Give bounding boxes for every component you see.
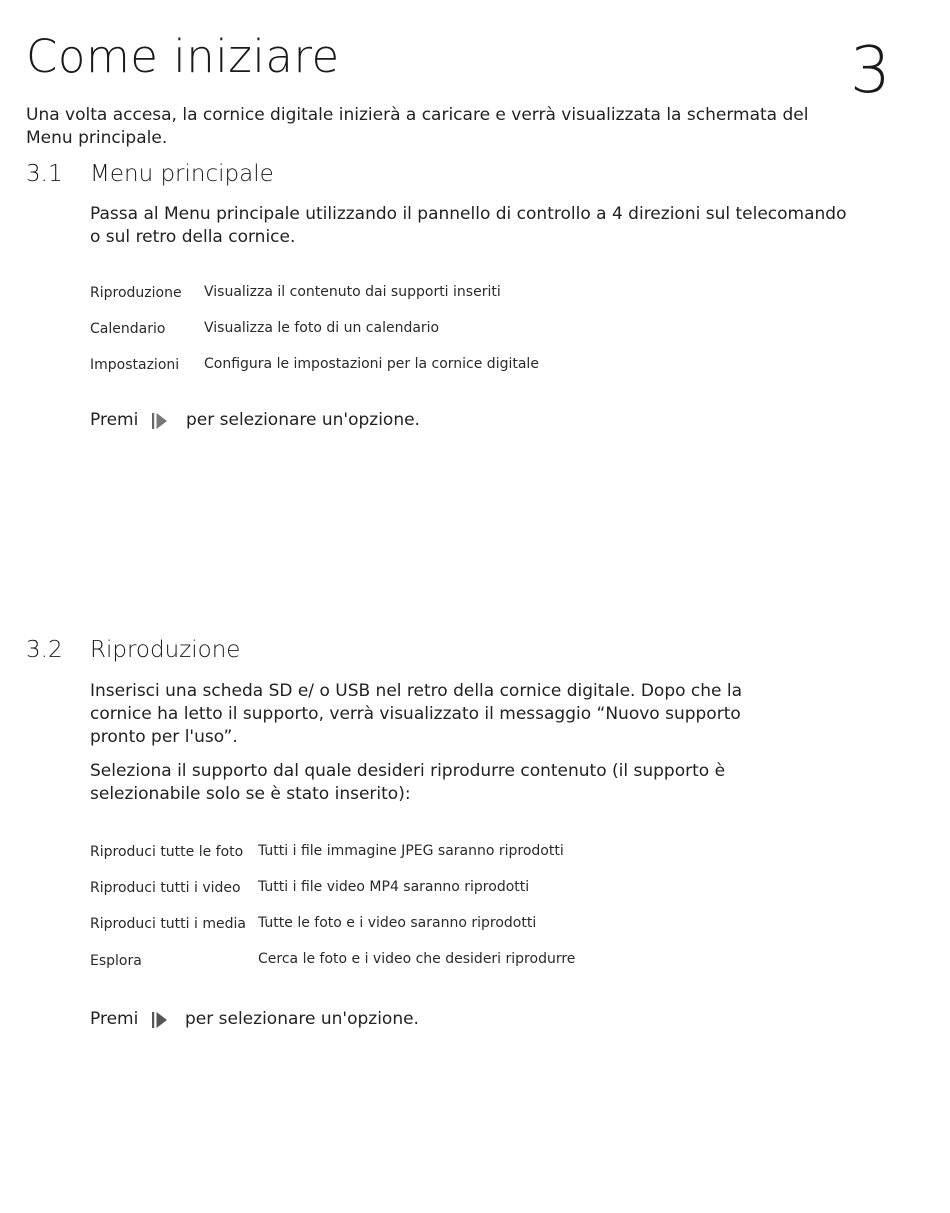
section-paragraph: Passa al Menu principale utilizzando il pannello di controllo a 4 direzioni sul telecomando o sul retro della cornice. <box>90 204 847 247</box>
table-term: Calendario <box>90 321 166 337</box>
section-paragraph: Seleziona il supporto dal quale desideri riprodurre contenuto (il supporto è selezionabile solo se è stato inserito): <box>90 761 726 804</box>
intro-paragraph: Una volta accesa, la cornice digitale inizierà a caricare e verrà visualizzata la schermata del Menu principale. <box>26 105 809 148</box>
press-prefix: Premi <box>90 1009 139 1029</box>
table-term: Riproduci tutti i video <box>90 880 241 896</box>
table-term: Riproduci tutte le foto <box>90 844 244 860</box>
table-term: Esplora <box>90 953 142 969</box>
press-suffix: per selezionare un'opzione. <box>185 1009 419 1029</box>
section-number: 3.2 <box>26 637 63 663</box>
press-prefix: Premi <box>90 410 139 430</box>
section-title: Riproduzione <box>90 637 241 663</box>
table-description: Cerca le foto e i video che desideri riprodurre <box>258 951 576 967</box>
table-description: Tutti i file immagine JPEG saranno riprodotti <box>258 843 564 859</box>
table-description: Configura le impostazioni per la cornice digitale <box>204 356 539 372</box>
play-icon <box>151 412 169 430</box>
table-term: Impostazioni <box>90 357 180 373</box>
table-description: Visualizza il contenuto dai supporti inseriti <box>204 284 501 300</box>
press-suffix: per selezionare un'opzione. <box>186 410 420 430</box>
page-title: Come iniziare <box>26 30 340 83</box>
chapter-number: 3 <box>850 34 891 108</box>
section-number: 3.1 <box>26 161 63 187</box>
table-description: Tutti i file video MP4 saranno riprodotti <box>258 879 530 895</box>
table-term: Riproduzione <box>90 285 182 301</box>
section-title: Menu principale <box>90 161 274 187</box>
table-description: Visualizza le foto di un calendario <box>204 320 440 336</box>
section-paragraph: Inserisci una scheda SD e/ o USB nel retro della cornice digitale. Dopo che la cornice ha letto il supporto, verrà visualizzato il messaggio “Nuovo supporto pronto per l'uso”. <box>90 681 743 747</box>
table-description: Tutte le foto e i video saranno riprodotti <box>258 915 537 931</box>
table-term: Riproduci tutti i media <box>90 916 246 932</box>
play-icon <box>151 1011 169 1029</box>
